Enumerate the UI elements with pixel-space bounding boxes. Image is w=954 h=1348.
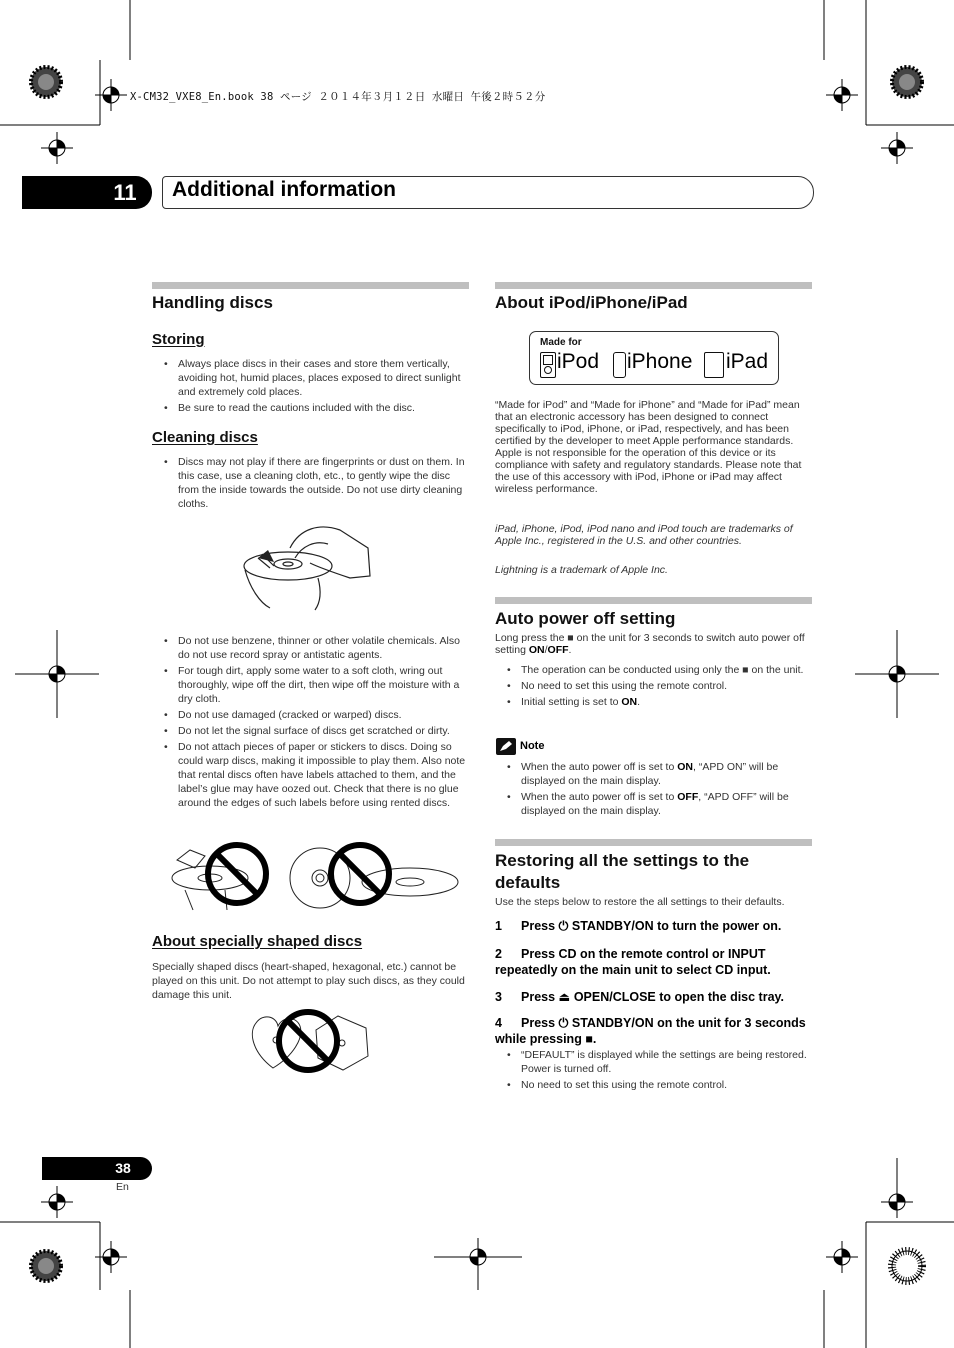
list-item: • No need to set this using the remote control. xyxy=(495,679,813,693)
disc-cleaning-illustration xyxy=(240,518,375,613)
print-header: X-CM32_VXE8_En.book 38 ページ ２０１４年３月１２日 水曜日 午後２時５２分 xyxy=(130,91,546,103)
list-item: • When the auto power off is set to OFF, “APD OFF” will be displayed on the main display. xyxy=(495,790,813,818)
restore-intro: Use the steps below to restore the all settings to their defaults. xyxy=(495,896,785,908)
damaged-disc-prohibited-illustration xyxy=(165,842,465,912)
list-item: • The operation can be conducted using only the ■ on the unit. xyxy=(495,663,813,677)
ipad-device-icon xyxy=(704,352,724,378)
restore-list xyxy=(495,1048,813,1094)
cleaning-list xyxy=(152,455,470,513)
storing-list xyxy=(152,357,470,417)
list-item: • For tough dirt, apply some water to a soft cloth, wring out thoroughly, wipe off the dirt, then wipe off the moisture with a dry cloth. xyxy=(152,664,470,706)
autopower-intro: Long press the ■ on the unit for 3 seconds to switch auto power off setting ON/OFF. xyxy=(495,632,805,656)
ipod-trademark-text: iPad, iPhone, iPod, iPod nano and iPod touch are trademarks of Apple Inc., registered in the U.S. and other countries. xyxy=(495,523,793,547)
ipod-description: “Made for iPod” and “Made for iPhone” and “Made for iPad” mean that an electronic accessory has been designed to connect specifically to iPod, iPhone, or iPad, respectively, and has been certified by the developer to meet Apple performance standards. Apple is not responsible for the operation of this device or its compliance with safety and regulatory standards. Please note that the use of this accessory with iPod, iPhone or iPad may affect wireless performance. xyxy=(495,399,802,495)
section-divider xyxy=(152,282,469,289)
section-title-autopower: Auto power off setting xyxy=(495,609,676,628)
list-item: • When the auto power off is set to ON, “APD ON” will be displayed on the main display. xyxy=(495,760,813,788)
list-item: • Always place discs in their cases and store them vertically, avoiding hot, humid places, places exposed to direct sunlight and extremely cold places. xyxy=(152,357,470,399)
chapter-number: 11 xyxy=(113,180,137,205)
ipod-label: iPod xyxy=(557,350,600,373)
note-label: Note xyxy=(520,740,545,752)
chapter-title: Additional information xyxy=(172,178,396,201)
section-divider xyxy=(495,282,812,289)
subsection-title-storing: Storing xyxy=(152,331,205,348)
shaped-disc-prohibited-illustration xyxy=(248,1008,373,1076)
restore-step-1: 1 Press ⏻ STANDBY/ON to turn the power on. xyxy=(495,919,782,933)
ipod-device-icon xyxy=(540,352,556,378)
iphone-device-icon xyxy=(613,352,626,378)
restore-step-3: 3 Press ⏏ OPEN/CLOSE to open the disc tray. xyxy=(495,990,785,1004)
subsection-title-cleaning: Cleaning discs xyxy=(152,429,258,446)
section-title-ipod: About iPod/iPhone/iPad xyxy=(495,293,688,312)
list-item: • Do not let the signal surface of discs get scratched or dirty. xyxy=(152,724,470,738)
cleaning-cautions-list xyxy=(152,634,470,812)
list-item: • Be sure to read the cautions included with the disc. xyxy=(152,401,470,415)
lightning-trademark-text: Lightning is a trademark of Apple Inc. xyxy=(495,564,668,576)
subsection-title-shaped: About specially shaped discs xyxy=(152,933,363,950)
made-for-label: Made for xyxy=(540,337,582,348)
section-divider xyxy=(495,839,812,846)
restore-step-4: 4 Press ⏻ STANDBY/ON on the unit for 3 seconds while pressing ■. xyxy=(495,1016,806,1046)
section-title-handling: Handling discs xyxy=(152,293,273,312)
note-icon xyxy=(496,738,516,755)
iphone-label: iPhone xyxy=(627,350,693,373)
list-item: • Do not use damaged (cracked or warped) discs. xyxy=(152,708,470,722)
shaped-discs-text: Specially shaped discs (heart-shaped, hexagonal, etc.) cannot be played on this unit. Do not attempt to play such discs, as they could damage this unit. xyxy=(152,961,465,1001)
page-number: 38 xyxy=(115,1160,131,1176)
list-item: • No need to set this using the remote control. xyxy=(495,1078,813,1092)
note-list xyxy=(495,760,813,820)
list-item: • “DEFAULT” is displayed while the settings are being restored. Power is turned off. xyxy=(495,1048,813,1076)
made-for-badge xyxy=(529,331,779,385)
list-item: • Initial setting is set to ON. xyxy=(495,695,813,709)
list-item: • Do not use benzene, thinner or other volatile chemicals. Also do not use record spray or antistatic agents. xyxy=(152,634,470,662)
autopower-list xyxy=(495,663,813,711)
restore-step-2: 2 Press CD on the remote control or INPUT repeatedly on the main unit to select CD input. xyxy=(495,947,771,977)
list-item: • Discs may not play if there are fingerprints or dust on them. In this case, use a cleaning cloth, etc., to gently wipe the disc from the inside towards the outside. Do not use dirty cleaning cloths. xyxy=(152,455,470,511)
section-title-restore: Restoring all the settings to the defaults xyxy=(495,851,750,892)
language-code: En xyxy=(116,1181,129,1193)
ipad-label: iPad xyxy=(726,350,769,373)
section-divider xyxy=(495,597,812,604)
list-item: • Do not attach pieces of paper or stickers to discs. Doing so could warp discs, making it impossible to play them. Also note that rental discs often have labels attached to them, and the label’s glue may have oozed out. Check that there is no glue around the edges of such labels before using rented discs. xyxy=(152,740,470,810)
